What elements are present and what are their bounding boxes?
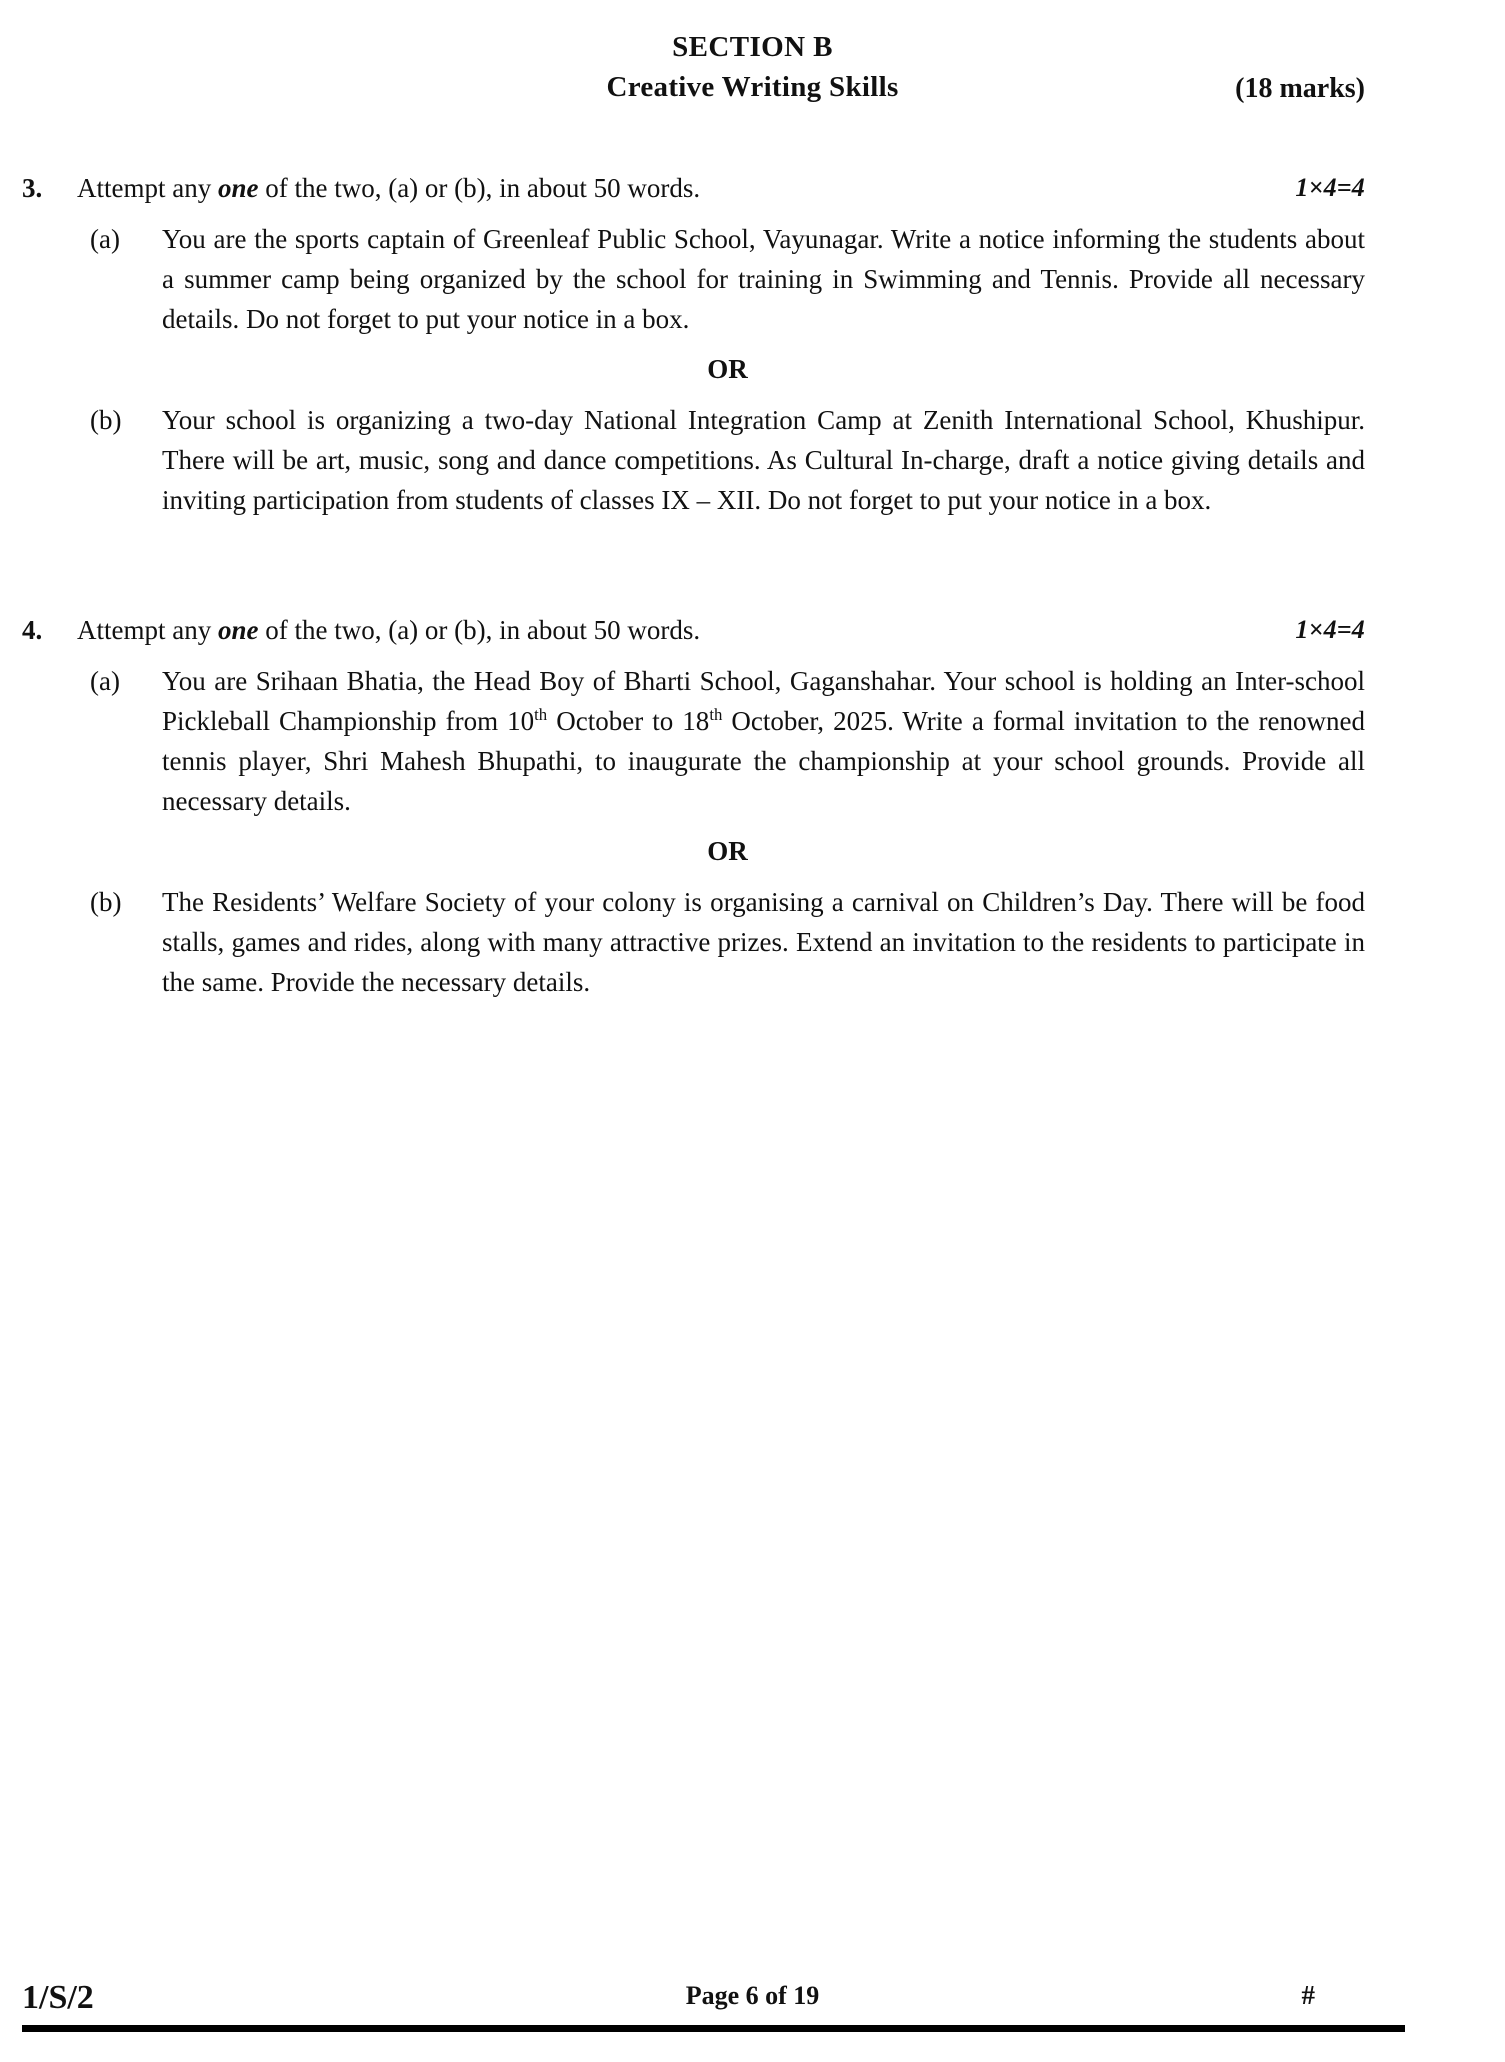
instruction-before: Attempt any [77, 173, 218, 204]
instruction-after: of the two, (a) or (b), in about 50 words. [258, 173, 701, 204]
question-3 [0, 173, 1505, 521]
question-3-or-divider: OR [707, 354, 748, 384]
question-4-option-b [0, 883, 1505, 1003]
instruction-before: Attempt any [77, 614, 218, 645]
option-text-a-part3: October, 2025. Write a formal invitation to the renowned tennis player, Shri Mahesh Bhupathi, to inaugurate the championship at your school grounds. Provide all necessary details. [162, 705, 1366, 816]
option-label-a: (a) [90, 224, 120, 255]
exam-page [0, 28, 1505, 2062]
question-3-marks: 1×4=4 [1295, 173, 1365, 203]
question-4-marks: 1×4=4 [1295, 614, 1365, 644]
question-4-heading [0, 615, 1505, 646]
question-4 [0, 615, 1505, 1003]
footer-spacer [0, 2032, 1505, 2062]
instruction-after: of the two, (a) or (b), in about 50 words. [258, 614, 701, 645]
option-text-a-part1: You are Srihaan Bhatia, the Head Boy of Bharti School, Gaganshahar. Your school is holding an Inter-school Pickleball Championship from 10 [162, 665, 1365, 736]
question-4-option-a [0, 662, 1505, 822]
footer-divider [22, 2025, 1405, 2032]
option-text-b: The Residents’ Welfare Society of your colony is organising a carnival on Children’s Day. There will be food stalls, games and rides, along with many attractive prizes. Extend an invitation to the residents to participate in the same. Provide the necessary details. [162, 886, 1365, 997]
option-label-b: (b) [90, 886, 122, 917]
question-3-option-b [0, 401, 1505, 521]
question-gap [0, 521, 1505, 583]
option-text-a: You are the sports captain of Greenleaf Public School, Vayunagar. Write a notice informing the students about a summer camp being organized by the school for training in Swimming and Tennis. Provide all necessary details. Do not forget to put your notice in a box. [162, 224, 1365, 335]
question-3-instruction [77, 173, 1365, 204]
section-title: SECTION B [672, 31, 833, 63]
option-text-b: Your school is organizing a two-day National Integration Camp at Zenith International School, Khushipur. There will be art, music, song and dance competitions. As Cultural In-charge, draft a notice giving details and inviting participation from students of classes IX – XII. Do not forget to put your notice in a box. [162, 405, 1365, 515]
question-4-instruction [77, 615, 1365, 646]
question-3-heading [0, 173, 1505, 204]
footer-row [0, 1965, 1505, 2019]
section-subtitle: Creative Writing Skills [606, 71, 899, 104]
subtitle-row [0, 71, 1505, 111]
option-text-a-part2: October to 18 [547, 705, 710, 736]
section-marks: (18 marks) [1235, 73, 1365, 105]
page-number: Page 6 of 19 [685, 1981, 820, 2010]
option-label-a: (a) [90, 665, 120, 696]
question-3-option-a [0, 220, 1505, 340]
page-footer [0, 1965, 1505, 2062]
instruction-emphasis: one [217, 614, 259, 645]
instruction-emphasis: one [217, 173, 259, 204]
question-3-number: 3. [22, 173, 43, 204]
ordinal-suffix-second: th [709, 704, 723, 724]
end-marker: # [1301, 1980, 1315, 2010]
section-header [0, 28, 1505, 111]
question-4-number: 4. [22, 614, 43, 645]
option-text-a [162, 662, 1365, 822]
ordinal-suffix-first: th [534, 704, 548, 724]
option-label-b: (b) [90, 405, 122, 435]
paper-code: 1/S/2 [22, 1979, 94, 2016]
question-4-or-divider: OR [707, 835, 748, 866]
